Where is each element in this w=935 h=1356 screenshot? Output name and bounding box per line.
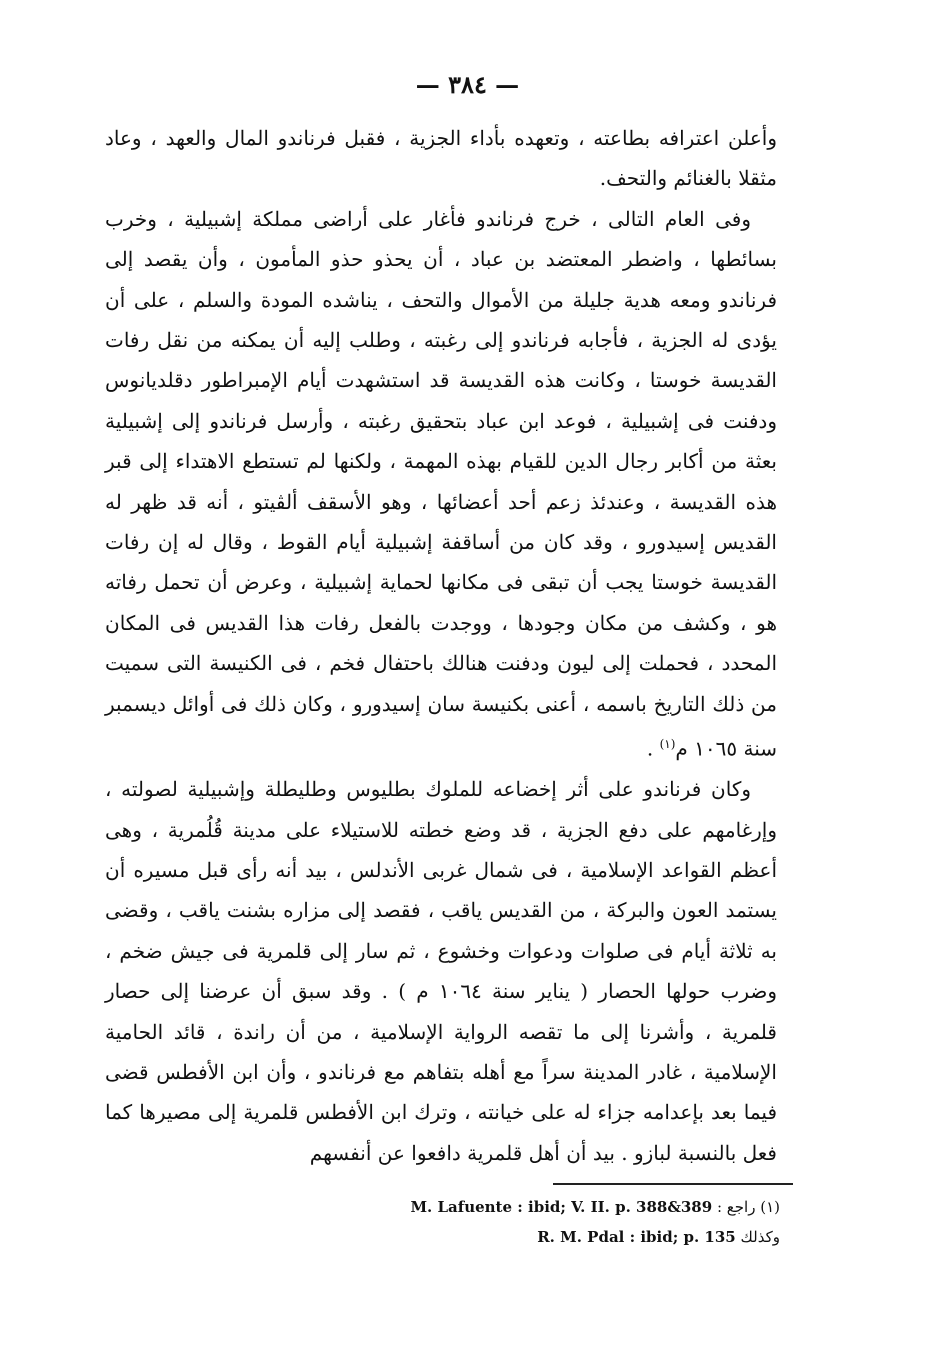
body-text [105, 118, 777, 1173]
footnote-2 [250, 1222, 780, 1252]
paragraph-3: وكان فرناندو على أثر إخضاعه للملوك بطليوس وطليطلة وإشبيلية لصولته ، وإرغامهم على دفع الجزية ، قد وضع خطته للاستيلاء على مدينة قُلُمرية ، وهى أعظم القواعد الإسلامية ، فى شمال غربى الأندلس ، بيد أنه رأى قبل مسيره أن يستمد العون والبركة ، من القديس ياقب ، فقصد إلى مزاره بشنت ياقب ، وقضى به ثلاثة أيام فى صلوات ودعوات وخشوع ، ثم سار إلى قلمرية فى جيش ضخم ، وضرب حولها الحصار ( يناير سنة ١٠٦٤ م ) . وقد سبق أن عرضنا إلى حصار قلمرية ، وأشرنا إلى ما تقصه الرواية الإسلامية ، من أن راندة ، قائد الحامية الإسلامية ، غادر المدينة سراً مع أهله بتفاهم مع فرناندو ، وأن ابن الأفطس قضى فيما بعد بإعدامه جزاء له على خيانته ، وترك ابن الأفطس قلمرية إلى مصيرها كما فعل بالنسبة لبازو . بيد أن أهل قلمرية دافعوا عن أنفسهم [105, 777, 777, 1165]
footnote-2-reference: R. M. Pdal : ibid; p. 135 [537, 1228, 736, 1246]
footnote-1-label: (١) راجع : [716, 1198, 780, 1216]
footnote-2-label: وكذلك [740, 1228, 780, 1246]
paragraph-2-tail: . [646, 736, 660, 761]
footnote-1 [250, 1192, 780, 1222]
paragraph-2-text: وفى العام التالى ، خرج فرناندو فأغار على أراضى مملكة إشبيلية ، وخرب بسائطها ، واضطر المعتضد بن عباد ، أن يحذو حذو المأمون ، وأن يقصد إلى فرناندو ومعه هدية جليلة من الأموال والتحف ، يناشده المودة والسلم ، على أن يؤدى له الجزية ، فأجابه فرناندو إلى رغبته ، وطلب إليه أن يمكنه من نقل رفات القديسة خوستا ، وكانت هذه القديسة قد استشهدت أيام الإمبراطور دقلديانوس ودفنت فى إشبيلية ، فوعد ابن عباد بتحقيق رغبته ، وأرسل فرناندو إلى إشبيلية بعثة من أكابر رجال الدين للقيام بهذه المهمة ، ولكنها لم تستطع الاهتداء إلى قبر هذه القديسة ، وعندئذ زعم أحد أعضائها ، وهو الأسقف ألڤيتو ، أنه قد ظهر له القديس إسيدورو ، وقد كان من أساقفة إشبيلية أيام القوط ، وقال له إن رفات القديسة خوستا يجب أن تبقى فى مكانها لحماية إشبيلية ، وعرض أن تحمل رفاته هو ، وكشف من مكان وجودها ، ووجدت بالفعل رفات هذا القديس فى المكان المحدد ، فحملت إلى ليون ودفنت هنالك باحتفال فخم ، فى الكنيسة التى سميت من ذلك التاريخ باسمه ، أعنى بكنيسة سان إسيدورو ، وكان ذلك فى أوائل ديسمبر سنة ١٠٦٥ م [105, 206, 778, 761]
paragraph-2 [105, 199, 777, 769]
paragraph-1: وأعلن اعترافه بطاعته ، وتعهده بأداء الجزية ، فقبل فرناندو المال والعهد ، وعاد مثقلا بالغنائم والتحف. [105, 126, 777, 191]
page-number: — ٣٨٤ — [415, 70, 520, 99]
footnote-marker: (١) [659, 737, 676, 752]
footnote-1-reference: M. Lafuente : ibid; V. II. p. 388&389 [410, 1198, 713, 1216]
footnote-divider [553, 1183, 793, 1185]
footnotes [250, 1192, 780, 1252]
